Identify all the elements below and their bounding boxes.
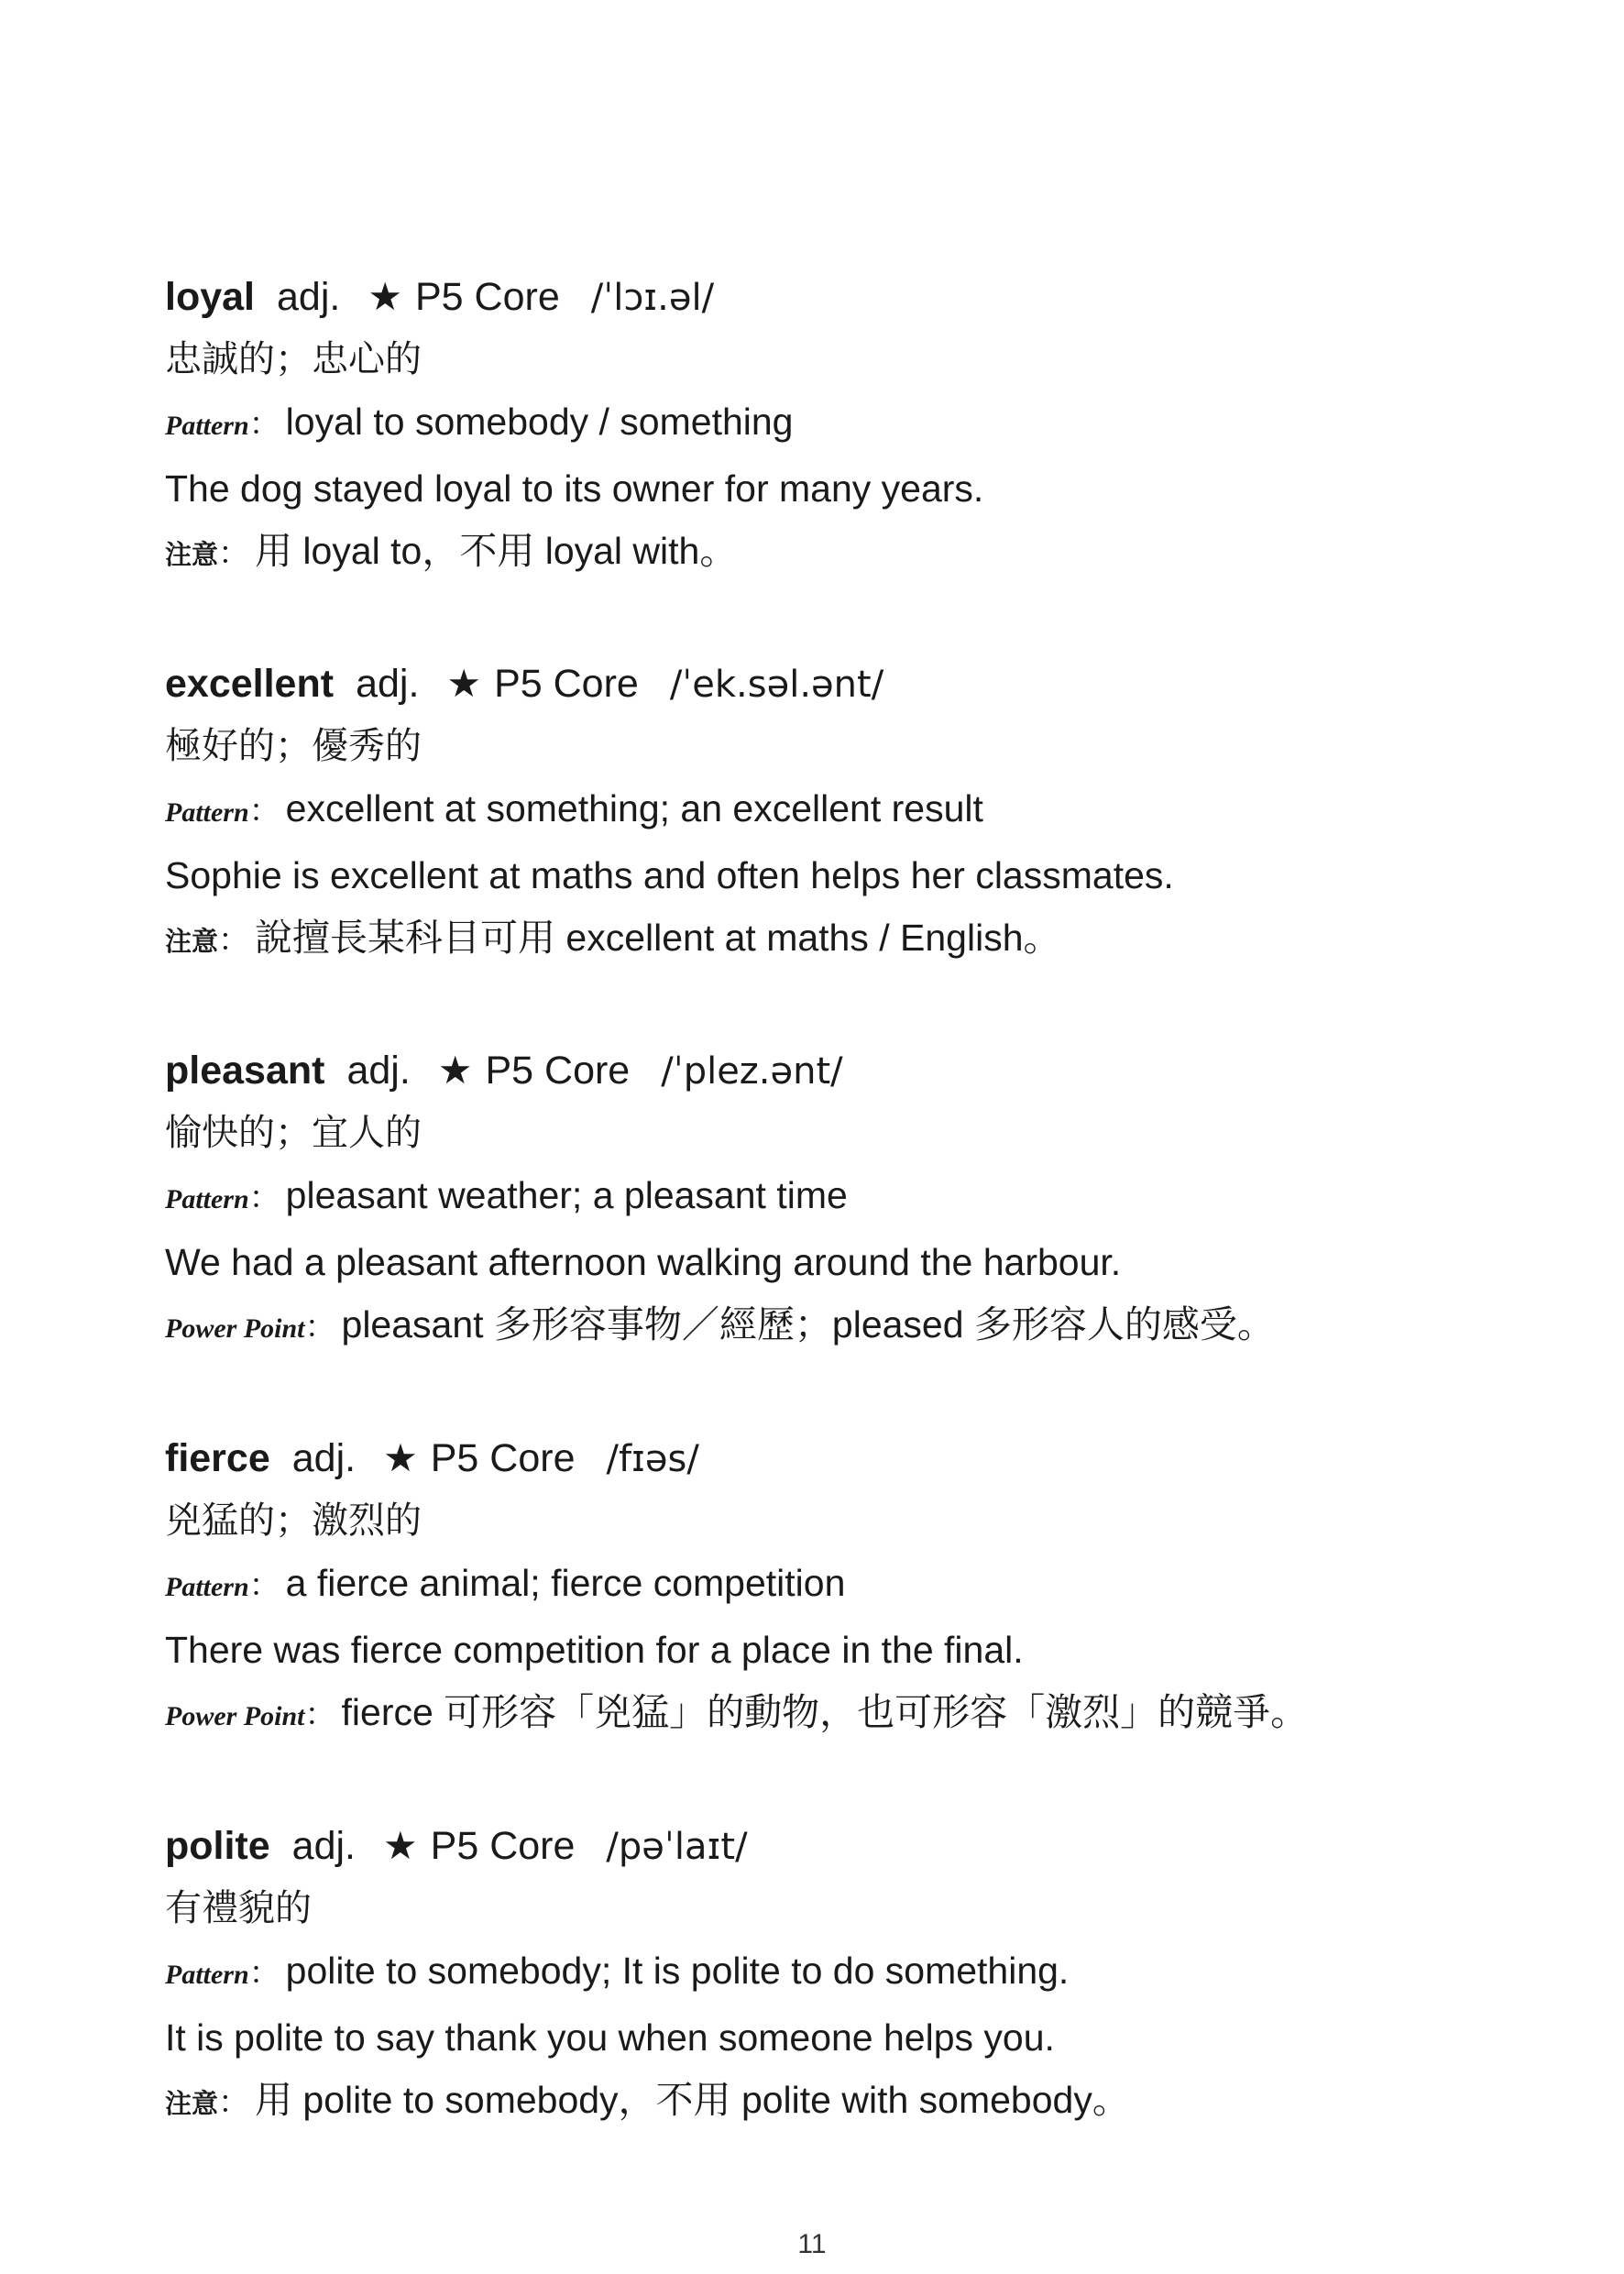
meaning: 愉快的；宜人的: [165, 1112, 422, 1154]
pattern-label: Pattern: [165, 411, 249, 441]
pattern-text: pleasant weather; a pleasant time: [285, 1174, 848, 1216]
label-colon: ：: [248, 1180, 280, 1216]
note-label: 注意: [165, 2088, 219, 2119]
label-colon: ：: [304, 1309, 336, 1346]
meaning: 兇猛的；激烈的: [165, 1500, 422, 1542]
level-label: P5 Core: [494, 662, 639, 706]
headword-line: [165, 266, 1466, 328]
note-label: Power Point: [165, 1701, 305, 1731]
headword: excellent: [165, 662, 335, 706]
example-sentence: The dog stayed loyal to its owner for many years.: [165, 467, 984, 510]
label-colon: ：: [218, 2084, 250, 2121]
pattern-label: Pattern: [165, 1960, 249, 1990]
note-text: 用 polite to somebody，不用 polite with somebody。: [255, 2079, 1130, 2121]
dictionary-page: [165, 266, 1466, 2135]
label-colon: ：: [248, 1955, 280, 1992]
part-of-speech: adj.: [277, 275, 341, 319]
star-icon: ★: [437, 1049, 473, 1092]
part-of-speech: adj.: [291, 1824, 357, 1868]
meaning: 極好的；優秀的: [165, 725, 422, 767]
pronunciation: /ˈlɔɪ.əl/: [590, 277, 715, 319]
pattern-text: polite to somebody; It is polite to do something.: [285, 1950, 1070, 1992]
meaning: 忠誠的；忠心的: [165, 338, 422, 380]
note-line: [165, 1681, 1466, 1748]
note-text: pleasant 多形容事物／經歷；pleased 多形容人的感受。: [341, 1303, 1275, 1346]
entry-loyal: [165, 266, 1466, 586]
level-label: P5 Core: [430, 1824, 576, 1868]
pattern-label: Pattern: [165, 1572, 249, 1602]
pronunciation: /ˈek.səl.ənt/: [669, 664, 884, 706]
note-text: 說擅長某科目可用 excellent at maths / English。: [255, 917, 1061, 959]
star-icon: ★: [383, 1824, 418, 1867]
pattern-line: [165, 1552, 1466, 1619]
star-icon: ★: [368, 275, 402, 318]
note-line: [165, 1293, 1466, 1360]
note-line: [165, 906, 1466, 972]
note-label: Power Point: [165, 1313, 305, 1344]
pattern-label: Pattern: [165, 1184, 249, 1214]
label-colon: ：: [304, 1697, 336, 1733]
pattern-text: excellent at something; an excellent result: [285, 787, 983, 829]
part-of-speech: adj.: [346, 1049, 411, 1093]
entry-excellent: [165, 653, 1466, 972]
headword-line: [165, 1427, 1466, 1489]
label-colon: ：: [218, 922, 250, 959]
pronunciation: /pəˈlaɪt/: [606, 1826, 748, 1868]
part-of-speech: adj.: [356, 662, 420, 706]
example-sentence: There was fierce competition for a place in the final.: [165, 1629, 1024, 1671]
level-label: P5 Core: [485, 1049, 631, 1093]
part-of-speech: adj.: [291, 1436, 357, 1480]
level-label: P5 Core: [415, 275, 560, 319]
label-colon: ：: [248, 1567, 280, 1604]
headword: polite: [165, 1824, 270, 1868]
level-label: P5 Core: [430, 1436, 576, 1480]
note-text: fierce 可形容「兇猛」的動物，也可形容「激烈」的競爭。: [341, 1691, 1309, 1733]
star-icon: ★: [446, 662, 482, 705]
headword: pleasant: [165, 1049, 325, 1093]
pattern-line: [165, 1164, 1466, 1231]
meaning: 有禮貌的: [165, 1887, 312, 1929]
headword: fierce: [165, 1436, 270, 1480]
example-sentence: It is polite to say thank you when someone helps you.: [165, 2016, 1055, 2059]
example-sentence: We had a pleasant afternoon walking around the harbour.: [165, 1241, 1122, 1283]
pronunciation: /ˈplez.ənt/: [661, 1050, 843, 1093]
headword: loyal: [165, 275, 255, 319]
entry-polite: [165, 1815, 1466, 2135]
pattern-text: loyal to somebody / something: [285, 401, 794, 443]
star-icon: ★: [383, 1436, 418, 1479]
pattern-text: a fierce animal; fierce competition: [285, 1562, 846, 1604]
pattern-line: [165, 1939, 1466, 2006]
note-line: [165, 520, 1466, 586]
pattern-label: Pattern: [165, 797, 249, 828]
pattern-line: [165, 390, 1466, 457]
label-colon: ：: [248, 406, 280, 443]
headword-line: [165, 1039, 1466, 1102]
page-number: 11: [797, 2229, 827, 2259]
note-line: [165, 2069, 1466, 2135]
example-sentence: Sophie is excellent at maths and often helps her classmates.: [165, 854, 1174, 896]
label-colon: ：: [248, 793, 280, 829]
headword-line: [165, 653, 1466, 715]
entry-fierce: [165, 1427, 1466, 1748]
note-label: 注意: [165, 539, 219, 570]
headword-line: [165, 1815, 1466, 1877]
pronunciation: /fɪəs/: [606, 1438, 699, 1480]
pattern-line: [165, 777, 1466, 844]
note-label: 注意: [165, 926, 219, 957]
note-text: 用 loyal to，不用 loyal with。: [255, 530, 738, 572]
label-colon: ：: [218, 535, 250, 572]
entry-pleasant: [165, 1039, 1466, 1360]
